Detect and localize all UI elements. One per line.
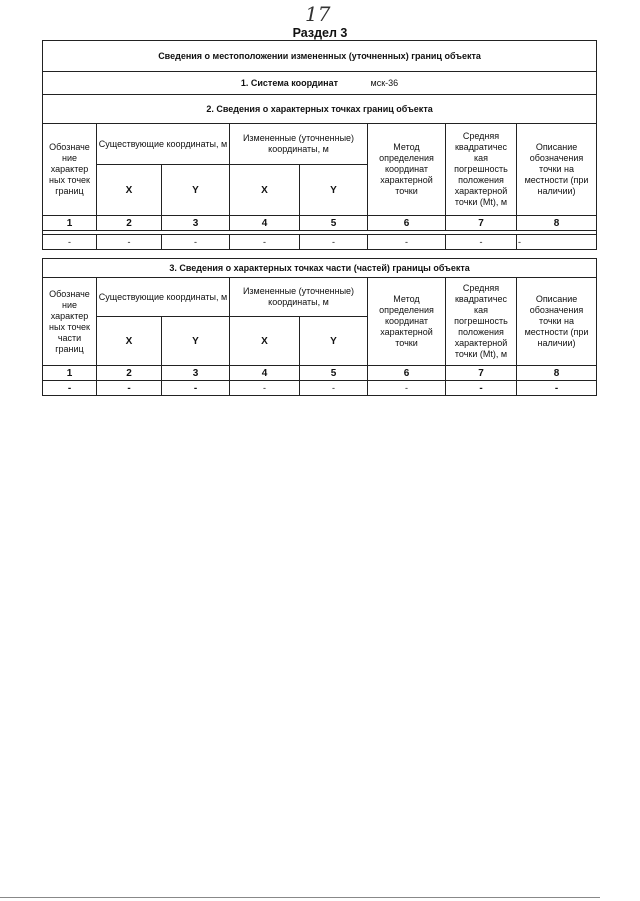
table-row xyxy=(43,235,597,250)
s3-column-numbers xyxy=(43,366,597,381)
s2-cell-7: - xyxy=(446,235,517,250)
s2-header-existing-y: Y xyxy=(162,165,230,216)
s3-colnum-4: 4 xyxy=(230,366,300,381)
table-title: Сведения о местоположении измененных (уточненных) границ объекта xyxy=(43,41,597,72)
s2-colnum-1: 1 xyxy=(43,216,97,231)
s2-cell-4: - xyxy=(230,235,300,250)
s3-cell-1: - xyxy=(43,381,97,396)
s3-cell-4: - xyxy=(230,381,300,396)
s2-cell-6: - xyxy=(368,235,446,250)
s2-header-description: Описание обозначения точки на местности (при наличии) xyxy=(517,124,597,216)
s3-header-changed: Измененные (уточненные) координаты, м xyxy=(230,278,368,317)
s2-colnum-7: 7 xyxy=(446,216,517,231)
s2-colnum-3: 3 xyxy=(162,216,230,231)
s2-cell-8: - xyxy=(517,235,597,250)
s3-header-changed-y: Y xyxy=(300,317,368,366)
coordinate-system-row xyxy=(43,72,597,95)
s2-cell-3: - xyxy=(162,235,230,250)
s2-colnum-4: 4 xyxy=(230,216,300,231)
form-table-section3 xyxy=(42,258,597,396)
page-number: 17 xyxy=(305,2,331,26)
s3-colnum-2: 2 xyxy=(97,366,162,381)
s3-header-mt: Средняя квадратичес кая погрешность положения характерной точки (Mt), м xyxy=(446,278,517,366)
s2-colnum-6: 6 xyxy=(368,216,446,231)
s3-cell-3: - xyxy=(162,381,230,396)
s3-cell-7: - xyxy=(446,381,517,396)
s3-header-designation: Обозначе ние характер ных точек части границ xyxy=(43,278,97,366)
form-table-main xyxy=(42,40,597,250)
coordinate-system-value: мск-36 xyxy=(370,77,399,88)
s2-header-changed-x: X xyxy=(230,165,300,216)
s2-colnum-8: 8 xyxy=(517,216,597,231)
s3-colnum-5: 5 xyxy=(300,366,368,381)
s2-header-designation: Обозначе ние характер ных точек границ xyxy=(43,124,97,216)
s2-header-mt: Средняя квадратичес кая погрешность положения характерной точки (Mt), м xyxy=(446,124,517,216)
s3-header-existing-x: X xyxy=(97,317,162,366)
s2-colnum-5: 5 xyxy=(300,216,368,231)
table-row xyxy=(43,381,597,396)
s3-header-changed-x: X xyxy=(230,317,300,366)
s3-colnum-1: 1 xyxy=(43,366,97,381)
s2-header-changed-y: Y xyxy=(300,165,368,216)
s3-cell-2: - xyxy=(97,381,162,396)
s3-cell-5: - xyxy=(300,381,368,396)
s3-cell-8: - xyxy=(517,381,597,396)
s3-header-existing: Существующие координаты, м xyxy=(97,278,230,317)
s3-colnum-7: 7 xyxy=(446,366,517,381)
s3-colnum-8: 8 xyxy=(517,366,597,381)
s2-header-changed: Измененные (уточненные) координаты, м xyxy=(230,124,368,165)
s2-cell-5: - xyxy=(300,235,368,250)
s3-header-method: Метод определения координат характерной точки xyxy=(368,278,446,366)
section3-title: 3. Сведения о характерных точках части (частей) границы объекта xyxy=(43,259,597,278)
s2-header-method: Метод определения координат характерной точки xyxy=(368,124,446,216)
s2-cell-1: - xyxy=(43,235,97,250)
section-heading: Раздел 3 xyxy=(292,26,348,40)
s2-header-existing-x: X xyxy=(97,165,162,216)
coordinate-system-label: 1. Система координат xyxy=(240,77,339,88)
s2-cell-2: - xyxy=(97,235,162,250)
s3-colnum-3: 3 xyxy=(162,366,230,381)
s3-header-existing-y: Y xyxy=(162,317,230,366)
s3-cell-6: - xyxy=(368,381,446,396)
s2-colnum-2: 2 xyxy=(97,216,162,231)
s3-colnum-6: 6 xyxy=(368,366,446,381)
section2-title: 2. Сведения о характерных точках границ объекта xyxy=(43,95,597,124)
s2-header-existing: Существующие координаты, м xyxy=(97,124,230,165)
s2-column-numbers xyxy=(43,216,597,231)
s3-header-description: Описание обозначения точки на местности (при наличии) xyxy=(517,278,597,366)
footer-divider xyxy=(0,897,600,898)
